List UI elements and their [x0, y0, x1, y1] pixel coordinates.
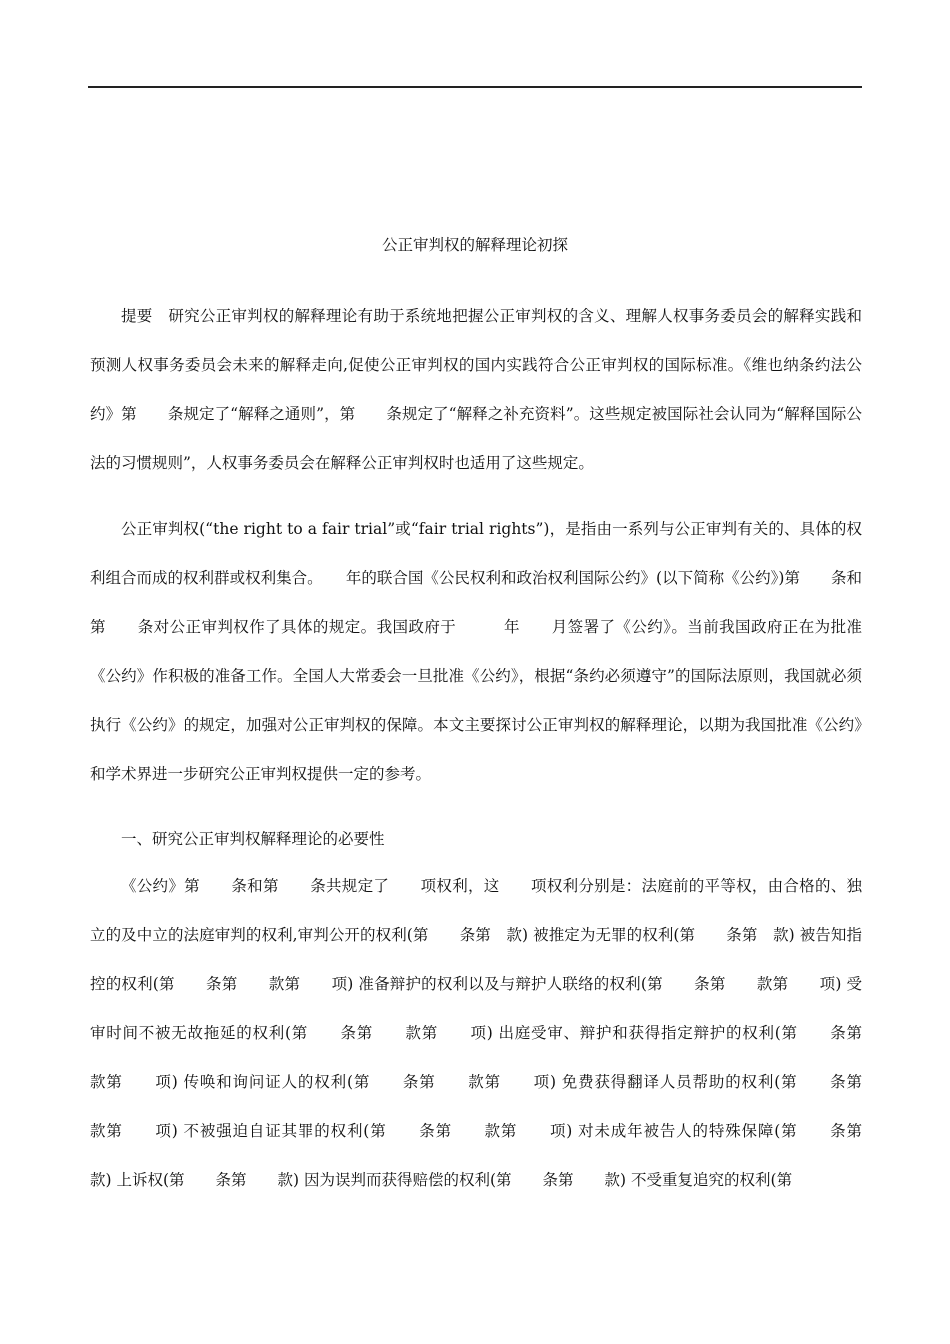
abstract-paragraph: 提要 研究公正审判权的解释理论有助于系统地把握公正审判权的含义、理解人权事务委员会的解释实践和预测人权事务委员会未来的解释走向,促使公正审判权的国内实践符合公正审判权的国际标准。《维也纳条约法公约》第 条规定了“解释之通则”，第 条规定了“解释之补充资料”。这些规定被国际社会认同为“解释国际公法的习惯规则”，人权事务委员会在解释公正审判权时也适用了这些规定。 [90, 307, 862, 472]
rights-list-paragraph: 《公约》第 条和第 条共规定了 项权利，这 项权利分别是：法庭前的平等权，由合格的、独立的及中立的法庭审判的权利,审判公开的权利(第 条第 款) 被推定为无罪的权利(第 条第 款) 被告知指控的权利(第 条第 款第 项) 准备辩护的权利以及与辩护人联络的权利(第 条第 款第 项) 受审时间不被无故拖延的权利(第 条第 款第 项) 出庭受审、辩护和获得指定辩护的权利(第 条第 款第 项) 传唤和询问证人的权利(第 条第 款第 项) 免费获得翻译人员帮助的权利(第 条第 款第 项) 不被强迫自证其罪的权利(第 条第 款第 项) 对未成年被告人的特殊保障(第 条第 款) 上诉权(第 条第 款) 因为误判而获得赔偿的权利(第 条第 款) 不受重复追究的权利(第 [90, 877, 894, 1189]
header-rule [88, 86, 862, 88]
document-title: 公正审判权的解释理论初探 [381, 236, 568, 254]
section-heading: 一、研究公正审判权解释理论的必要性 [121, 830, 385, 848]
intro-paragraph: 公正审判权(“the right to a fair trial”或“fair trial rights”)，是指由一系列与公正审判有关的、具体的权利组合而成的权利群或权利集合。 年的联合国《公民权利和政治权利国际公约》(以下简称《公约》)第 条和第 条对公正审判权作了具体的规定。我国政府于 年 月签署了《公约》。当前我国政府正在为批准《公约》作积极的准备工作。全国人大常委会一旦批准《公约》，根据“条约必须遵守”的国际法原则，我国就必须执行《公约》的规定，加强对公正审判权的保障。本文主要探讨公正审判权的解释理论，以期为我国批准《公约》和学术界进一步研究公正审判权提供一定的参考。 [90, 520, 862, 783]
